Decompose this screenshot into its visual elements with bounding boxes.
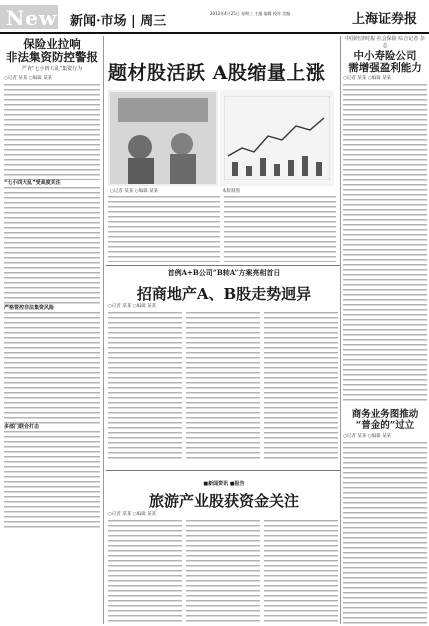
- mid-story-headline: 招商地产A、B股走势迥异: [136, 285, 312, 303]
- bottom-story-kicker: ■新闻资讯 ■报告: [203, 481, 245, 487]
- left-story-body-3: [4, 312, 100, 424]
- main-headline: 题材股活跃 A股缩量上涨: [108, 62, 326, 84]
- column-divider-right: [340, 36, 341, 624]
- left-story-body-1: [4, 84, 100, 180]
- mid-story-body-3: [264, 312, 338, 462]
- right-story2-body: [343, 442, 427, 624]
- right-story2-headline-1: 商务业务图推动: [351, 409, 419, 421]
- left-story-body-2: [4, 187, 100, 305]
- bottom-story-byline: ○记者 某某 ○编辑 某某: [108, 512, 157, 517]
- mid-story-byline: ○记者 某某 ○编辑 某某: [108, 304, 157, 309]
- left-story-headline-2: 非法集资防控警报: [6, 50, 98, 65]
- right-story2-headline-2: “普金的”过立: [355, 420, 415, 432]
- right-story2-byline: ○记者 某某 ○编辑 某某: [343, 433, 392, 439]
- left-story-subhead-1: “七小四大乱”受高度关注: [4, 180, 61, 187]
- bottom-story-body-1: [108, 520, 182, 622]
- left-story-body-4: [4, 431, 100, 531]
- issue-meta: 2012年4月25日 星期三 主编 编辑 校对 美编: [210, 11, 291, 16]
- market-chart: [224, 96, 330, 180]
- mid-story-kicker: 首例A+B公司“B转A”方案亮相首日: [167, 268, 281, 277]
- section-title: 新闻·市场 | 周三: [70, 14, 167, 29]
- section-divider-1: [106, 265, 340, 266]
- newspaper-logo: 上海证券报: [352, 12, 418, 27]
- mid-story-body-1: [108, 312, 182, 462]
- left-story-headline-1: 保险业拉响: [23, 37, 81, 51]
- chart-caption: 本版制图: [222, 189, 240, 194]
- right-story-headline-1: 中小寿险公司: [353, 50, 417, 62]
- left-story-byline: ○记者 某某 ○编辑 某某: [4, 76, 53, 82]
- left-story-subhead-3: 多部门联合打击: [4, 424, 40, 431]
- right-story-body: [343, 84, 427, 404]
- masthead-rule: [0, 32, 429, 34]
- left-story-subhead-2: 严格管控非法集资风险: [4, 305, 55, 312]
- left-story: [4, 38, 100, 531]
- masthead: [0, 0, 429, 34]
- section-badge: News: [6, 6, 70, 30]
- trading-floor-photo: [110, 92, 216, 184]
- photo-caption: ○记者 某某 ○编辑 某某: [110, 189, 159, 194]
- section-divider-2: [106, 470, 340, 471]
- right-story-byline: ○记者 某某 ○编辑 某某: [343, 76, 392, 82]
- main-story-body-1: [108, 196, 220, 262]
- column-divider-left: [103, 36, 104, 624]
- right-story-kicker: 中国经济时报 社会保险 综合记者 杂志: [345, 36, 425, 49]
- mid-story-body-2: [186, 312, 260, 462]
- bottom-story-body-2: [186, 520, 260, 622]
- bottom-story-headline: 旅游产业股获资金关注: [148, 492, 299, 510]
- right-story-headline-2: 需增强盈利能力: [348, 62, 422, 75]
- left-story-subheadline: 严查“七小四大乱”集资行为: [21, 66, 83, 73]
- right-story: [343, 36, 427, 624]
- main-story-body-2: [224, 196, 336, 262]
- bottom-story-body-3: [264, 520, 338, 622]
